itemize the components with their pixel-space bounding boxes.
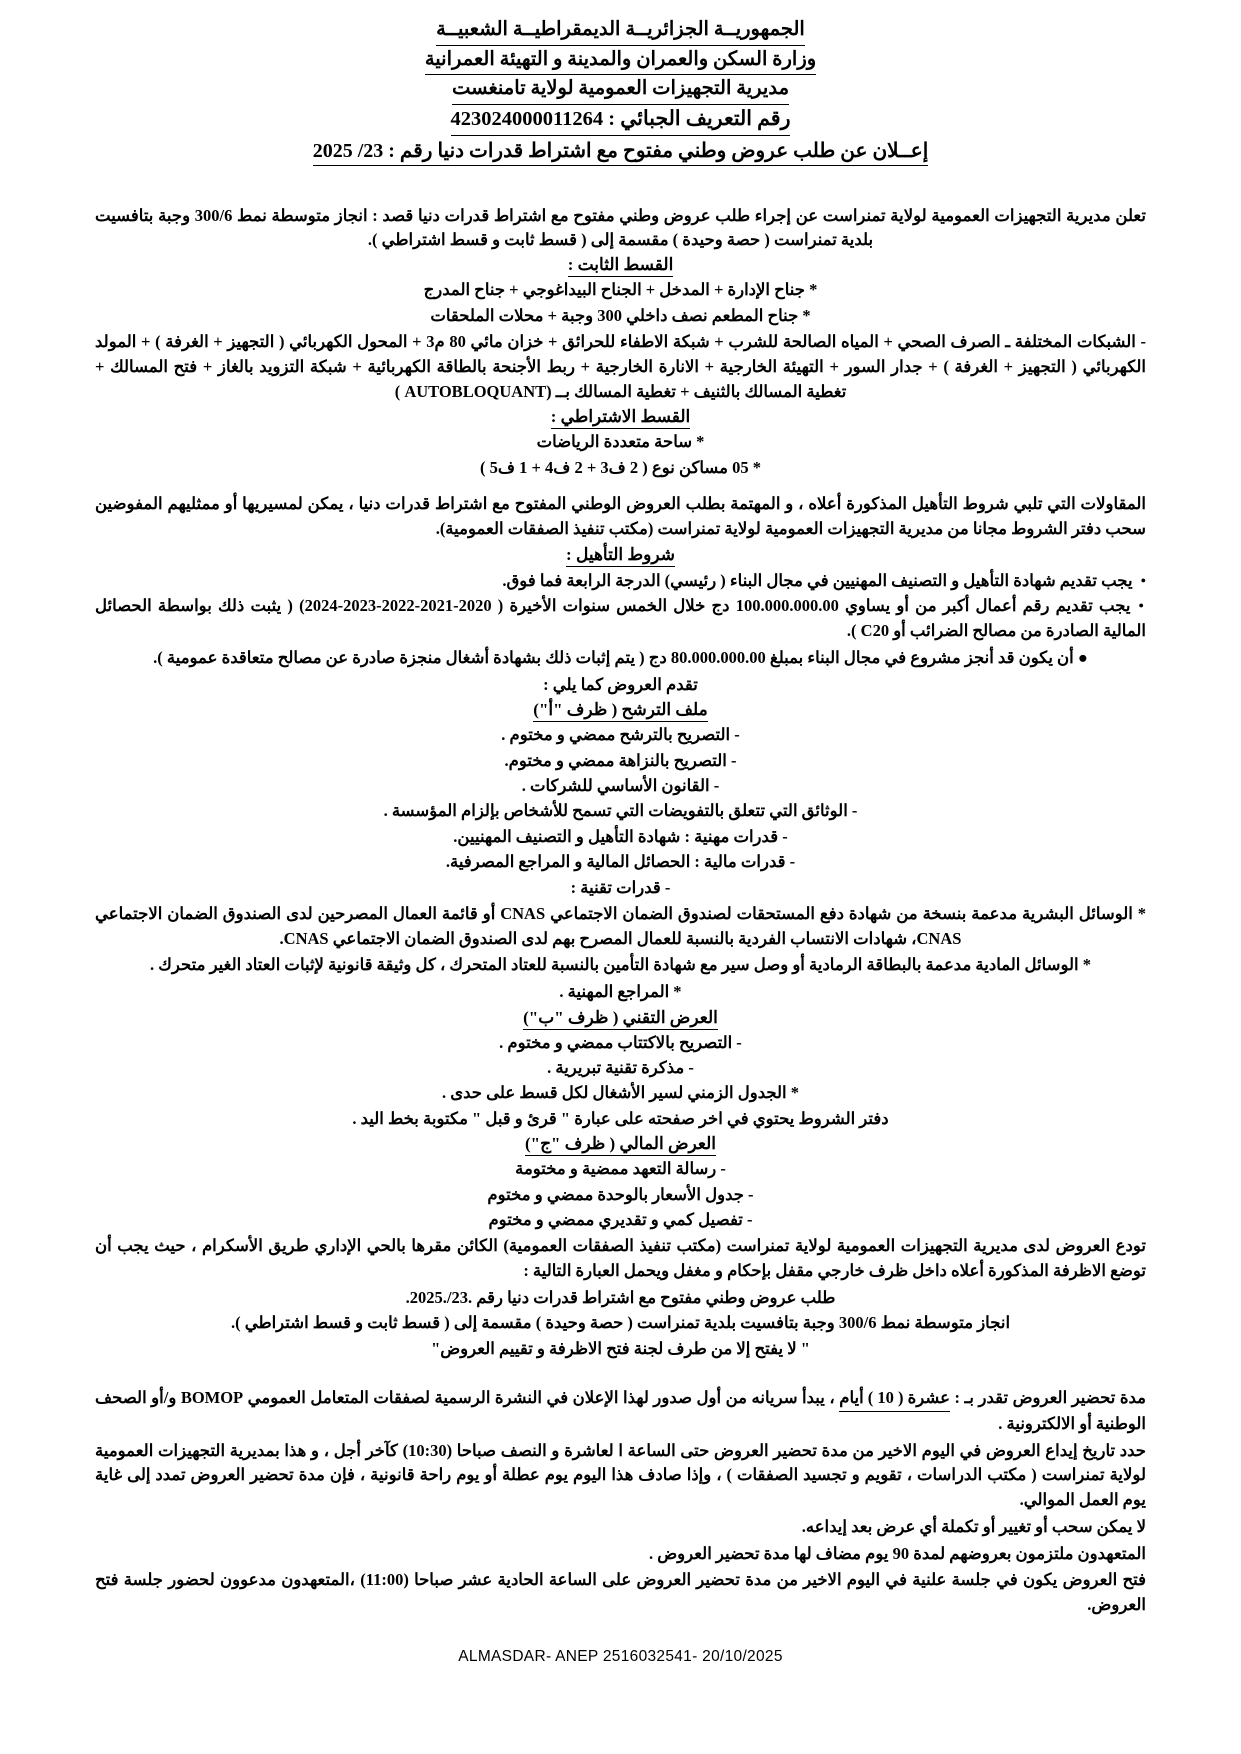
envelope-a-heading-text: ملف الترشح ( ظرف "أ"): [533, 700, 707, 722]
qualification-list: [95, 569, 1146, 644]
envelope-a-heading: [95, 700, 1146, 722]
footer-reference: ALMASDAR- ANEP 2516032541- 20/10/2025: [458, 1647, 783, 1665]
envelope-a-item: - قدرات مالية : الحصائل المالية و المراجع المصرفية.: [445, 852, 796, 872]
deposit-paragraph: تودع العروض لدى مديرية التجهيزات العمومية لولاية تمنراست (مكتب تنفيذ الصفقات العمومية) الكائن مقرها بالحي الإداري طريق الأسكرام ، حيث يجب أن توضع الاظرفة المذكورة أعلاه داخل ظرف خارجي مقفل بإحكام و مغفل ويحمل العبارة التالية :: [95, 1236, 1146, 1281]
conditional-lot-item-1: * ساحة متعددة الرياضات: [536, 432, 705, 452]
page-title-text: إعــلان عن طلب عروض وطني مفتوح مع اشتراط قدرات دنيا رقم : 23/ 2025: [313, 138, 929, 166]
envelope-c-item: - رسالة التعهد ممضية و مختومة: [515, 1159, 726, 1179]
header-line-republic-text: الجمهوريــة الجزائريــة الديمقراطيــة الشعبيــة: [436, 16, 805, 46]
intro-paragraph: تعلن مديرية التجهيزات العمومية لولاية تمنراست عن إجراء طلب عروض وطني مفتوح مع اشتراط قدرات دنيا قصد : انجاز متوسطة نمط 300/6 وجبة بتافسيت بلدية تمنراست ( حصة وحيدة ) مقسمة إلى ( قسط ثابت و قسط اشتراطي ).: [95, 206, 1146, 250]
envelope-a-tech-item: * المراجع المهنية .: [559, 982, 682, 1002]
deposit-label-line-2: انجاز متوسطة نمط 300/6 وجبة بتافسيت بلدية تمنراست ( حصة وحيدة ) مقسمة إلى ( قسط ثابت و قسط اشتراطي ).: [230, 1313, 1011, 1333]
header-line-directorate-text: مديرية التجهيزات العمومية لولاية تامنغست: [452, 75, 789, 105]
conditional-lot-heading-text: القسط الاشتراطي :: [551, 407, 691, 429]
envelope-c-heading: [95, 1134, 1146, 1156]
submission-lead: تقدم العروض كما يلي :: [543, 674, 698, 694]
header-line-ministry: [95, 46, 1146, 76]
qualification-heading-text: شروط التأهيل :: [566, 545, 675, 567]
fixed-lot-heading-text: القسط الثابت :: [568, 255, 674, 277]
fixed-lot-heading: [95, 255, 1146, 277]
envelope-b-heading: [95, 1008, 1146, 1030]
fixed-lot-item-3: - الشبكات المختلفة ـ الصرف الصحي + المياه الصالحة للشرب + شبكة الاطفاء للحرائق + خزان مائي 80 م3 + المحول الكهربائي ( التجهيز + الغرفة ) + المولد الكهربائي ( التجهيز + الغرفة ) + جدار السور + التهيئة الخارجية + الانارة الخارجية + ربط الأجنحة بالطاقة الكهربائية + شبكة التزويد بالغاز + فتح المسالك + تغطية المسالك بالثنيف + تغطية المسالك بــ (AUTOBLOQUANT ): [95, 332, 1147, 401]
header-line-republic: [95, 16, 1146, 46]
conditional-lot-item-2: * 05 مساكن نوع ( 2 ف3 + 2 ف4 + 1 ف5 ): [480, 457, 761, 477]
header-line-tax-id-text: رقم التعريف الجبائي : 423024000011264: [451, 105, 791, 136]
opening-session-paragraph: فتح العروض يكون في جلسة علنية في اليوم الاخير من مدة تحضير العروض على الساعة الحادية عشر صباحا (11:00) ،المتعهدون مدعوون لحضور جلسة فتح العروض.: [95, 1570, 1146, 1615]
preparation-period-prefix: مدة تحضير العروض تقدر بـ :: [949, 1388, 1146, 1408]
envelope-c-heading-text: العرض المالي ( ظرف "ج"): [525, 1134, 716, 1156]
envelope-a-item: - القانون الأساسي للشركات .: [521, 775, 720, 795]
header-line-ministry-text: وزارة السكن والعمران والمدينة و التهيئة العمرانية: [425, 46, 816, 76]
header-line-directorate: [95, 75, 1146, 105]
header-line-tax-id: [95, 105, 1146, 136]
envelope-b-item: * الجدول الزمني لسير الأشغال لكل قسط على حدى .: [441, 1083, 800, 1103]
envelope-b-item: - التصريح بالاكتتاب ممضي و مختوم .: [499, 1032, 742, 1052]
deposit-deadline-paragraph: حدد تاريخ إيداع العروض في اليوم الاخير من مدة تحضير العروض حتى الساعة ا لعاشرة و النصف صباحا (10:30) كآخر أجل ، و هذا بمديرية التجهيزات العمومية لولاية تمنراست ( مكتب الدراسات ، تقويم و تجسيد الصفقات ) ، وإذا صادف هذا اليوم يوم عطلة أو يوم راحة قانونية ، فإن مدة تحضير العروض تمدد إلى غاية يوم العمل الموالي.: [95, 1440, 1146, 1510]
withdrawal-paragraph: المقاولات التي تلبي شروط التأهيل المذكورة أعلاه ، و المهتمة بطلب العروض الوطني المفتوح مع اشتراط قدرات دنيا ، يمكن لمسيريها أو ممثليهم المفوضين سحب دفتر الشروط مجانا من مديرية التجهيزات العمومية لولاية تمنراست (مكتب تنفيذ الصفقات العمومية).: [95, 494, 1146, 538]
envelope-a-item: - قدرات مهنية : شهادة التأهيل و التصنيف المهنيين.: [453, 826, 788, 846]
envelope-b-item: دفتر الشروط يحتوي في اخر صفحته على عبارة " قرئ و قبل " مكتوبة بخط اليد .: [352, 1108, 889, 1128]
qualification-item: ● يجب تقديم شهادة التأهيل و التصنيف المهنيين في مجال البناء ( رئيسي) الدرجة الرابعة فما فوق.: [95, 569, 1146, 594]
conditional-lot-heading: [95, 407, 1146, 429]
fixed-lot-item-2: * جناح المطعم نصف داخلي 300 وجبة + محلات الملحقات: [430, 305, 811, 325]
validity-period-paragraph: المتعهدون ملتزمون بعروضهم لمدة 90 يوم مضاف لها مدة تحضير العروض .: [648, 1543, 1146, 1563]
preparation-period-suffix: ، يبدأ سريانه من أول صدور لهذا الإعلان في النشرة الرسمية لصفقات المتعامل العمومي BOMOP و/أو الصحف الوطنية أو الالكترونية .: [95, 1388, 1146, 1433]
qualification-heading: [95, 545, 1146, 567]
envelope-a-tech-item: * الوسائل المادية مدعمة بالبطاقة الرمادية أو وصل سير مع شهادة التأمين بالنسبة للعتاد المتحرك ، كل وثيقة قانونية لإثبات العتاد الغير متحرك .: [150, 955, 1091, 975]
deposit-label-line-1: طلب عروض وطني مفتوح مع اشتراط قدرات دنيا رقم .23/.2025.: [405, 1287, 836, 1307]
envelope-a-item: - التصريح بالترشح ممضي و مختوم .: [501, 725, 740, 745]
preparation-period-duration: عشرة ( 10 ) أيام: [839, 1386, 950, 1412]
envelope-b-heading-text: العرض التقني ( ظرف "ب"): [523, 1008, 718, 1030]
page-title: [95, 138, 1146, 166]
envelope-c-item: - تفصيل كمي و تقديري ممضي و مختوم: [488, 1210, 753, 1230]
fixed-lot-item-1: * جناح الإدارة + المدخل + الجناح البيداغوجي + جناح المدرج: [423, 280, 818, 300]
envelope-b-item: - مذكرة تقنية تبريرية .: [547, 1058, 694, 1078]
envelope-a-item: - قدرات تقنية :: [570, 877, 671, 897]
qualification-item-3: ● أن يكون قد أنجز مشروع في مجال البناء بمبلغ 80.000.000.00 دج ( يتم إثبات ذلك بشهادة أشغال منجزة صادرة عن مصالح متعاقدة عمومية ).: [153, 647, 1088, 667]
deposit-label-line-3: " لا يفتح إلا من طرف لجنة فتح الاظرفة و تقييم العروض": [431, 1338, 810, 1358]
envelope-a-item: - التصريح بالنزاهة ممضي و مختوم.: [504, 750, 737, 770]
envelope-a-item: - الوثائق التي تتعلق بالتفويضات التي تسمح للأشخاص بإلزام المؤسسة .: [383, 801, 858, 821]
no-withdrawal-paragraph: لا يمكن سحب أو تغيير أو تكملة أي عرض بعد إيداعه.: [801, 1516, 1146, 1536]
envelope-c-item: - جدول الأسعار بالوحدة ممضي و مختوم: [487, 1184, 754, 1204]
qualification-item: ● يجب تقديم رقم أعمال أكبر من أو يساوي 100.000.000.00 دج خلال الخمس سنوات الأخيرة ( 2020-2021-2022-2023-2024) ( يثبت ذلك بواسطة الحصائل المالية الصادرة من مصالح الضرائب أو C20 ).: [95, 594, 1146, 644]
preparation-period-paragraph: [95, 1386, 1146, 1437]
envelope-a-tech-item: * الوسائل البشرية مدعمة بنسخة من شهادة دفع المستحقات لصندوق الضمان الاجتماعي CNAS أو قائمة العمال المصرحين لدى الصندوق الضمان الاجتماعي CNAS، شهادات الانتساب الفردية بالنسبة للعمال المصرح بهم لدى الصندوق الضمان الاجتماعي CNAS.: [95, 903, 1147, 948]
document-header: [95, 16, 1146, 136]
